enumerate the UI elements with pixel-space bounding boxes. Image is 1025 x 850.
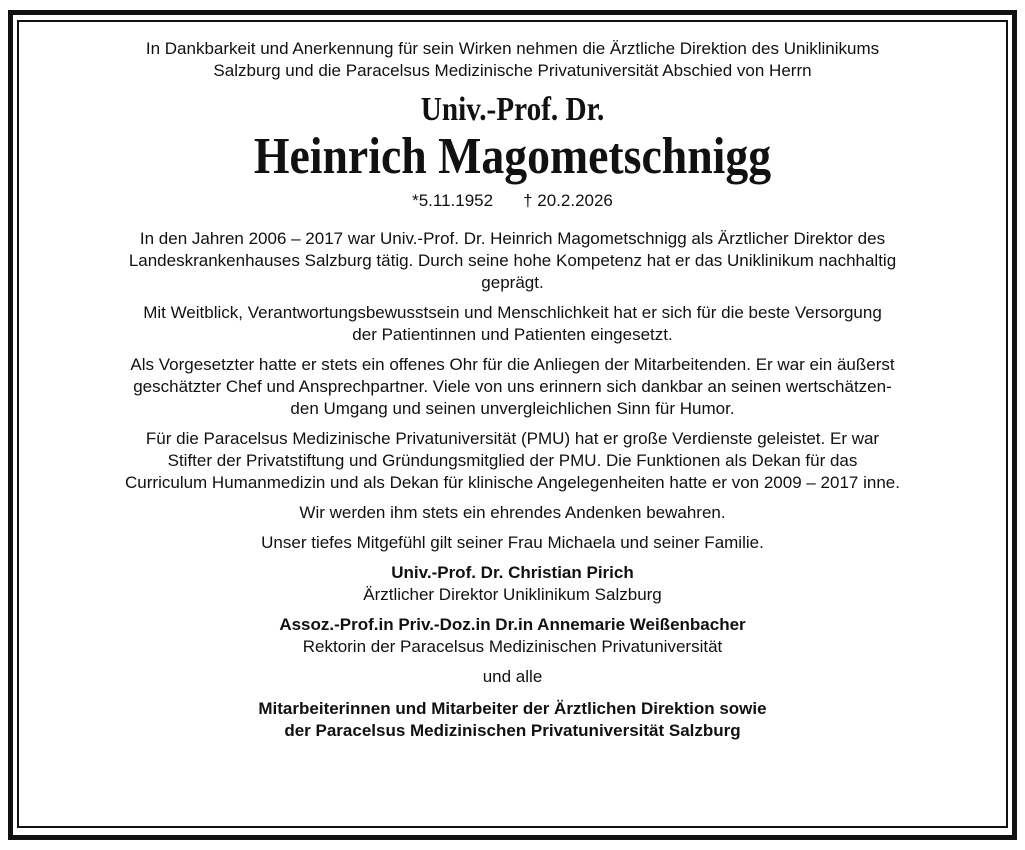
intro-line: In Dankbarkeit und Anerkennung für sein Wirken nehmen die Ärztliche Direktion des Uniklinikums xyxy=(145,39,880,58)
paragraph-line: Für die Paracelsus Medizinische Privatuniversität (PMU) hat er große Verdienste geleistet. Er war xyxy=(145,429,880,448)
paragraph-condolence xyxy=(30,532,995,554)
academic-title: Univ.-Prof. Dr. xyxy=(420,91,605,128)
paragraph-line: Als Vorgesetzter hatte er stets ein offenes Ohr für die Anliegen der Mitarbeitenden. Er war ein äußerst xyxy=(130,355,895,374)
paragraph-line: geprägt. xyxy=(481,273,544,292)
signatory-name: Assoz.-Prof.in Priv.-Doz.in Dr.in Annemarie Weißenbacher xyxy=(279,615,746,634)
paragraph-line: den Umgang und seinen unvergleichlichen Sinn für Humor. xyxy=(290,399,735,418)
paragraph-tenure xyxy=(30,228,995,294)
death-date: † 20.2.2026 xyxy=(523,191,613,210)
paragraph-line: Stifter der Privatstiftung und Gründungsmitglied der PMU. Die Funktionen als Dekan für das xyxy=(167,451,858,470)
birth-date: *5.11.1952 xyxy=(412,191,494,210)
paragraph-line: geschätzter Chef und Ansprechpartner. Viele von uns erinnern sich dankbar an seinen wertschätzen- xyxy=(133,377,892,396)
obituary-notice xyxy=(30,38,995,742)
and-all-text: und alle xyxy=(482,667,543,686)
paragraph-vision xyxy=(30,302,995,346)
closing-line: Mitarbeiterinnen und Mitarbeiter der Ärztlichen Direktion sowie xyxy=(258,699,767,718)
signatory-name: Univ.-Prof. Dr. Christian Pirich xyxy=(391,563,634,582)
signatory-role: Rektorin der Paracelsus Medizinischen Privatuniversität xyxy=(302,637,723,656)
paragraph-line: Wir werden ihm stets ein ehrendes Andenken bewahren. xyxy=(299,503,726,522)
paragraph-line: Mit Weitblick, Verantwortungsbewusstsein und Menschlichkeit hat er sich für die beste Versorgung xyxy=(143,303,882,322)
paragraph-remembrance xyxy=(30,502,995,524)
paragraph-line: Unser tiefes Mitgefühl gilt seiner Frau Michaela und seiner Familie. xyxy=(261,533,764,552)
paragraph-supervisor xyxy=(30,354,995,420)
intro-line: Salzburg und die Paracelsus Medizinische Privatuniversität Abschied von Herrn xyxy=(213,61,812,80)
deceased-name: Heinrich Magometschnigg xyxy=(253,128,772,185)
paragraph-line: Curriculum Humanmedizin und als Dekan für klinische Angelegenheiten hatte er von 2009 – 2017 inne. xyxy=(125,473,900,492)
paragraph-line: der Patientinnen und Patienten eingesetzt. xyxy=(352,325,673,344)
paragraph-line: In den Jahren 2006 – 2017 war Univ.-Prof. Dr. Heinrich Magometschnigg als Ärztlicher Direktor des xyxy=(139,229,886,248)
life-dates xyxy=(30,190,995,212)
paragraph-line: Landeskrankenhauses Salzburg tätig. Durch seine hohe Kompetenz hat er das Uniklinikum nachhaltig xyxy=(128,251,897,270)
intro-text xyxy=(30,38,995,82)
signatory-role: Ärztlicher Direktor Uniklinikum Salzburg xyxy=(363,585,662,604)
paragraph-pmu xyxy=(30,428,995,494)
closing-line: der Paracelsus Medizinischen Privatuniversität Salzburg xyxy=(284,721,741,740)
